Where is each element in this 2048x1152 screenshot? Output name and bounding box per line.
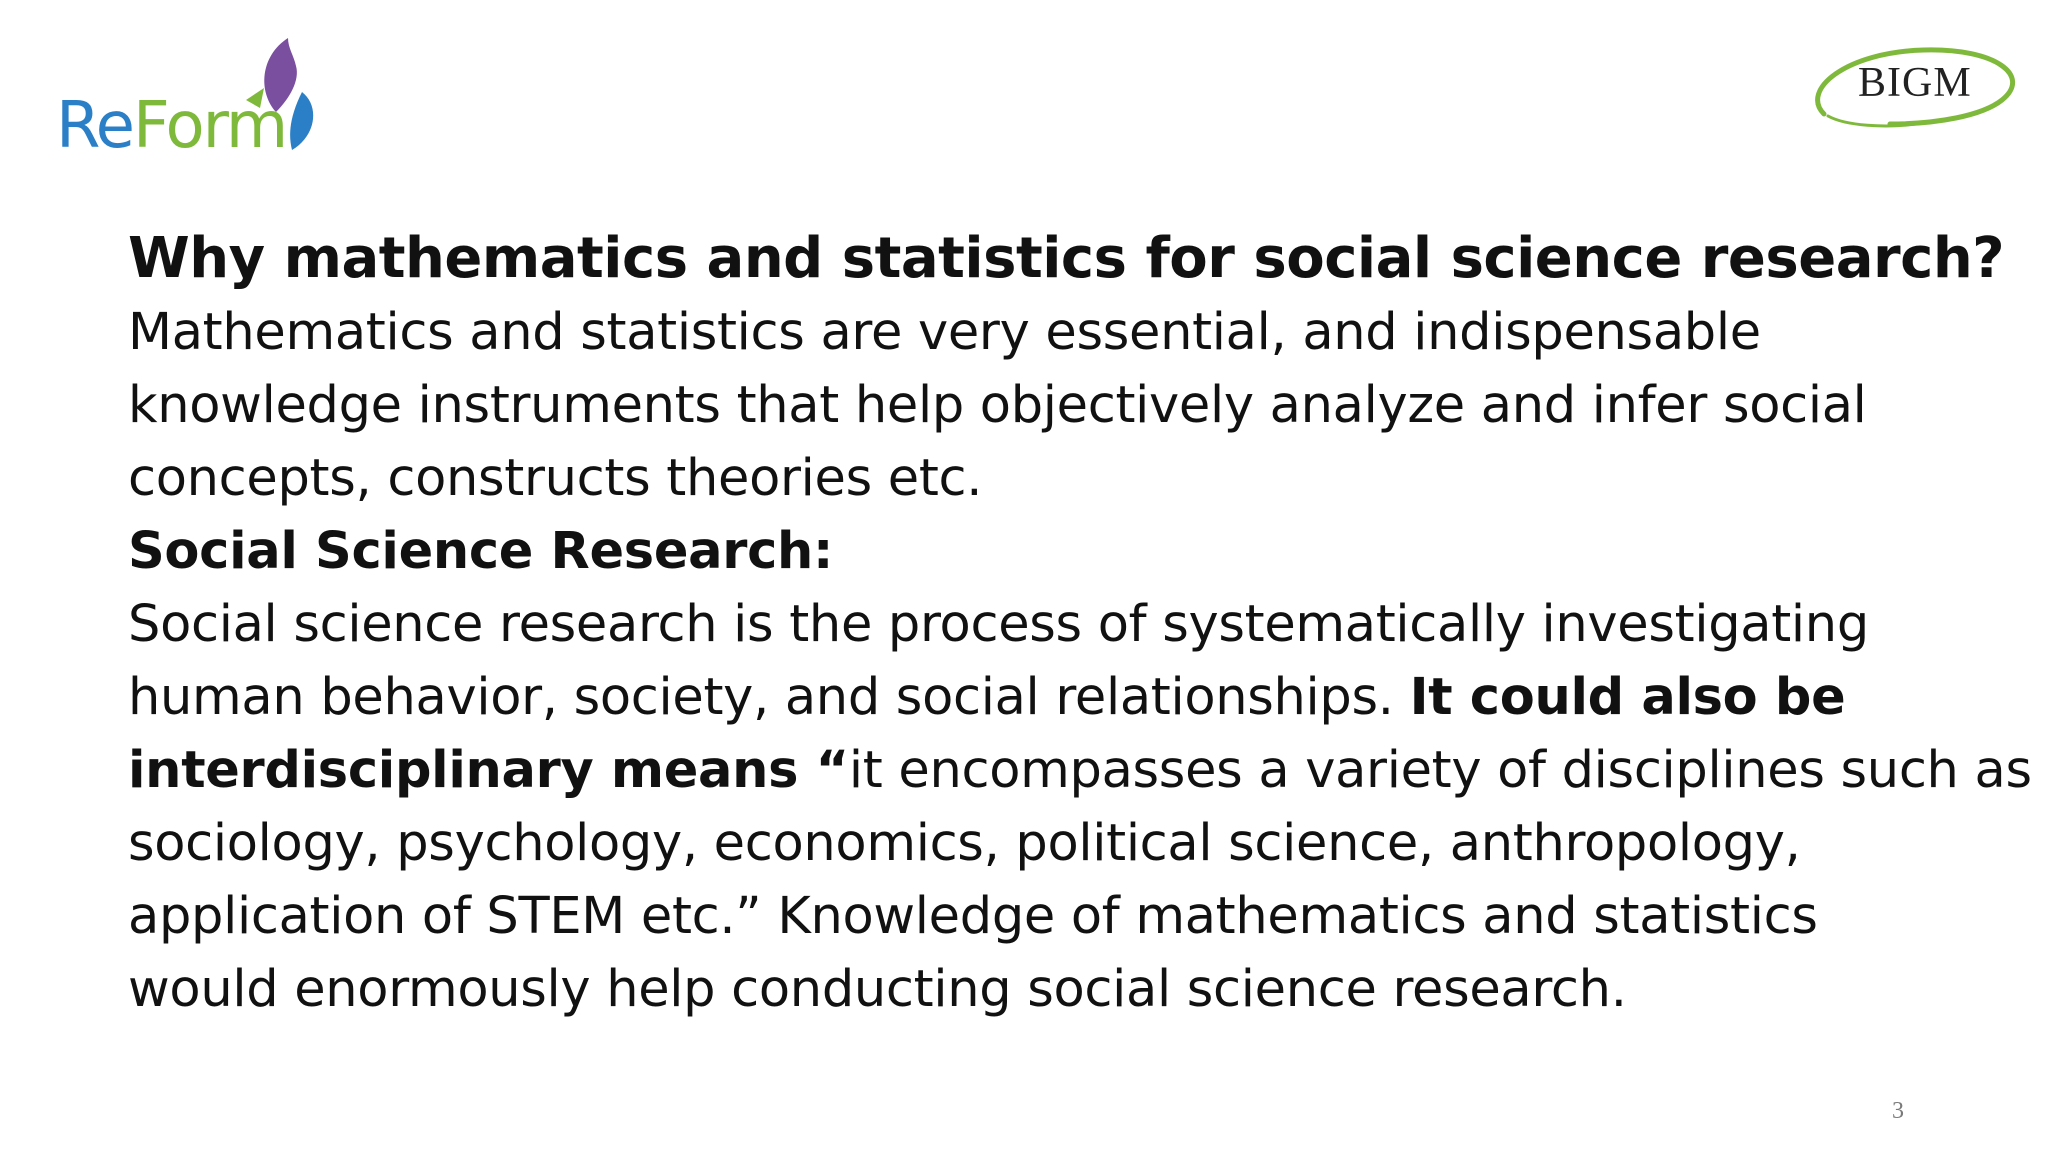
body-line	[128, 661, 1968, 734]
reform-wordmark	[56, 89, 287, 163]
intro-line: Mathematics and statistics are very essential, and indispensable	[128, 303, 1761, 362]
body-line: would enormously help conducting social science research.	[128, 960, 1627, 1019]
intro-paragraph	[128, 296, 1968, 515]
body-bold-text: It could also be	[1409, 668, 1846, 727]
intro-line: concepts, constructs theories etc.	[128, 449, 983, 508]
bigm-text: BIGM	[1858, 60, 1972, 106]
body-bold-text: interdisciplinary means “	[128, 741, 849, 800]
body-line: application of STEM etc.” Knowledge of mathematics and statistics	[128, 887, 1818, 946]
reform-logo	[54, 36, 324, 166]
slide-title: Why mathematics and statistics for social science research?	[128, 226, 2005, 291]
body-paragraph	[128, 588, 2032, 1026]
intro-line: knowledge instruments that help objectively analyze and infer social	[128, 376, 1867, 435]
body-text: it encompasses a variety of disciplines such as	[848, 741, 2032, 800]
body-line: Social science research is the process of systematically investigating	[128, 595, 1869, 654]
reform-text-form: Form	[132, 89, 287, 163]
slide-content	[128, 222, 2032, 1026]
reform-text-re: Re	[56, 89, 133, 163]
page-number: 3	[1892, 1098, 1904, 1124]
body-line	[128, 734, 2032, 807]
section-subheading: Social Science Research:	[128, 522, 834, 581]
body-text: human behavior, society, and social relationships.	[128, 668, 1410, 727]
bigm-logo	[1806, 40, 2024, 130]
body-line: sociology, psychology, economics, political science, anthropology,	[128, 814, 1801, 873]
